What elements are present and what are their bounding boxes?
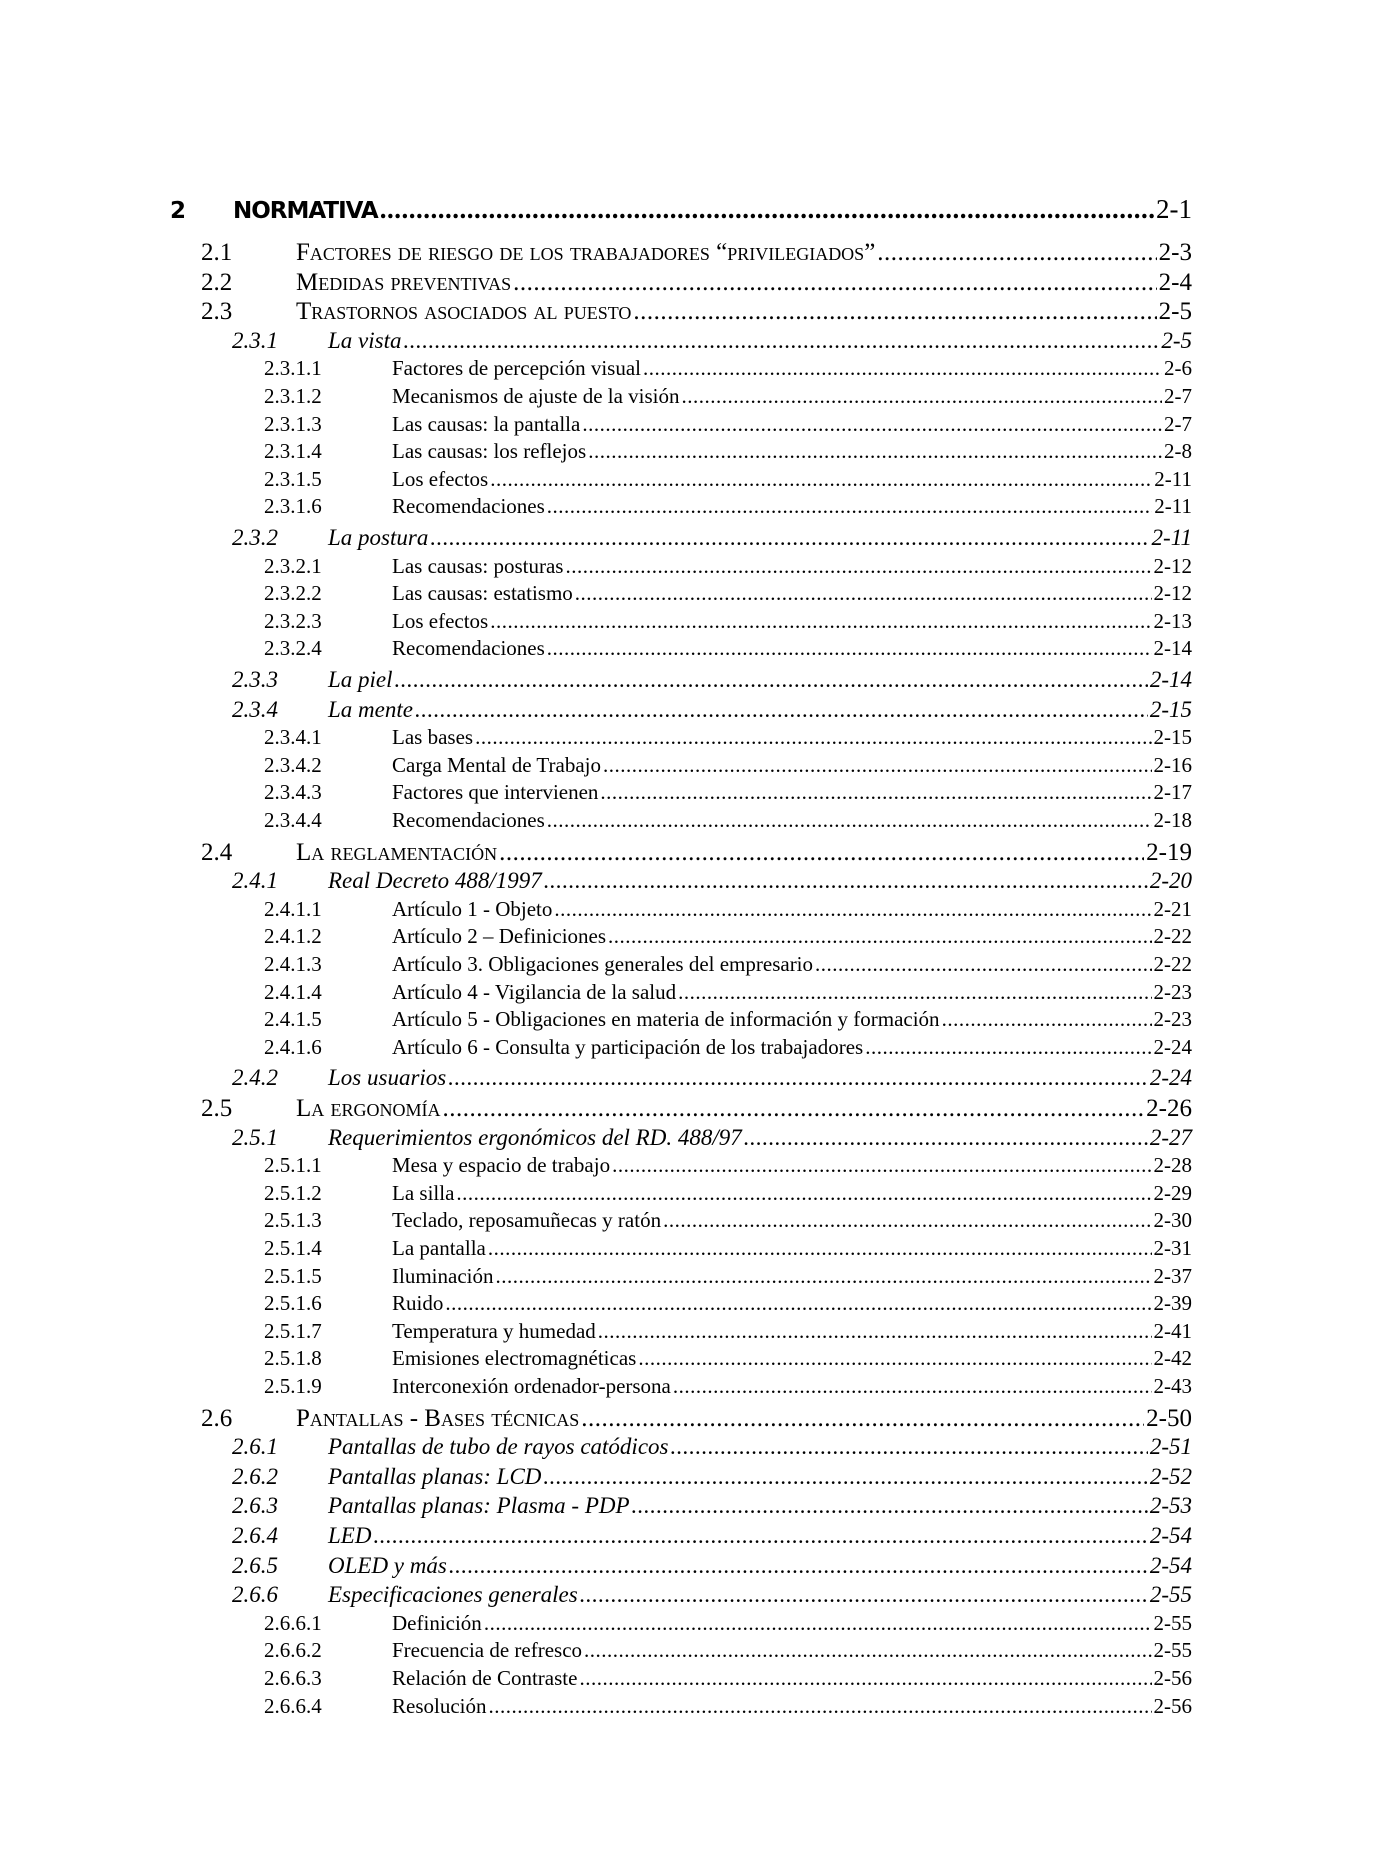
toc-entry-page: 2-37 xyxy=(1153,1263,1192,1288)
toc-entry-title: Artículo 5 - Obligaciones en materia de información y formación xyxy=(392,1007,940,1032)
toc-entry-title: Las causas: posturas xyxy=(392,553,564,578)
toc-leader-dots xyxy=(744,1126,1148,1149)
toc-entry-page: 2-41 xyxy=(1153,1318,1192,1343)
toc-entry-number: 2.6.5 xyxy=(232,1552,278,1578)
toc-entry-page: 2-23 xyxy=(1153,979,1192,1004)
toc-entry-title: Pantallas planas: Plasma - PDP xyxy=(328,1493,630,1519)
toc-entry[interactable] xyxy=(264,1155,1192,1176)
toc-entry-title: Factores de percepción visual xyxy=(392,356,641,381)
toc-entry-title: Las causas: los reflejos xyxy=(392,439,587,464)
toc-entry-number: 2.4.1.6 xyxy=(264,1034,322,1059)
toc-entry-page: 2-54 xyxy=(1149,1552,1192,1578)
toc-entry[interactable] xyxy=(264,1610,1192,1635)
toc-entry-title: Carga Mental de Trabajo xyxy=(392,752,601,777)
toc-entry[interactable] xyxy=(264,752,1192,777)
toc-entry-page: 2-16 xyxy=(1153,752,1192,777)
toc-leader-dots xyxy=(445,1293,1151,1314)
toc-entry-number: 2.3.1.1 xyxy=(264,356,322,381)
toc-entry-page: 2-55 xyxy=(1153,1610,1192,1635)
toc-entry-title: LED xyxy=(328,1523,372,1548)
toc-entry-title: La mente xyxy=(328,696,413,722)
toc-entry[interactable] xyxy=(264,1693,1192,1718)
toc-entry-page: 2-23 xyxy=(1153,1007,1192,1032)
toc-entry-number: 2.5.1.2 xyxy=(264,1180,322,1205)
toc-entry-title: La postura xyxy=(328,525,429,550)
toc-entry-title: OLED y más xyxy=(328,1552,447,1578)
toc-entry-page: 2-21 xyxy=(1153,896,1192,921)
toc-entry-title: Mesa y espacio de trabajo xyxy=(392,1153,611,1178)
toc-entry-number: 2.3.2 xyxy=(232,525,278,550)
toc-entry[interactable] xyxy=(264,1293,1192,1314)
toc-entry-number: 2.3.4.1 xyxy=(264,725,322,750)
toc-entry-title: Definición xyxy=(392,1610,482,1635)
toc-entry-number: 2.3.2.1 xyxy=(264,553,322,578)
toc-entry-page: 2-31 xyxy=(1153,1236,1192,1260)
toc-entry-number: 2.6.6.3 xyxy=(264,1666,322,1690)
toc-leader-dots xyxy=(643,358,1162,379)
toc-entry[interactable] xyxy=(264,441,1192,462)
toc-entry-page: 2-6 xyxy=(1164,356,1192,381)
toc-entry[interactable] xyxy=(201,299,1192,324)
toc-leader-dots xyxy=(815,954,1151,975)
toc-leader-dots xyxy=(663,1210,1151,1231)
toc-leader-dots xyxy=(430,526,1149,549)
toc-entry-title: La piel xyxy=(328,667,393,692)
toc-leader-dots xyxy=(671,1435,1148,1458)
toc-entry-title: Temperatura y humedad xyxy=(392,1318,596,1343)
toc-leader-dots xyxy=(942,1009,1152,1030)
toc-leader-dots xyxy=(403,329,1159,352)
toc-entry[interactable] xyxy=(264,1034,1192,1059)
toc-entry[interactable] xyxy=(232,1583,1192,1606)
toc-entry-number: 2.3.2.2 xyxy=(264,581,322,606)
toc-leader-dots xyxy=(490,469,1152,490)
toc-entry-title: Los efectos xyxy=(392,608,489,633)
toc-leader-dots xyxy=(565,556,1151,577)
toc-entry[interactable] xyxy=(264,1668,1192,1689)
toc-leader-dots xyxy=(547,638,1152,659)
toc-entry-number: 2.5.1.6 xyxy=(264,1291,322,1316)
toc-entry[interactable] xyxy=(264,358,1192,379)
toc-entry-page: 2-50 xyxy=(1146,1404,1192,1432)
toc-entry[interactable] xyxy=(264,979,1192,1004)
toc-entry-page: 2-3 xyxy=(1158,239,1192,266)
toc-entry-title: La vista xyxy=(328,327,402,353)
toc-leader-dots xyxy=(456,1183,1151,1204)
toc-entry-number: 2.5.1.7 xyxy=(264,1318,322,1343)
toc-entry-number: 2 xyxy=(170,198,187,224)
toc-leader-dots xyxy=(475,727,1151,748)
toc-entry-number: 2.5 xyxy=(201,1095,233,1122)
toc-entry-title: Mecanismos de ajuste de la visión xyxy=(392,384,680,408)
toc-leader-dots xyxy=(415,698,1148,721)
toc-entry[interactable] xyxy=(232,1126,1192,1149)
toc-entry-number: 2.1 xyxy=(201,239,233,266)
toc-entry-number: 2.2 xyxy=(201,268,233,296)
toc-leader-dots xyxy=(380,196,1154,223)
toc-leader-dots xyxy=(678,982,1151,1003)
toc-entry-number: 2.3.1.6 xyxy=(264,494,322,519)
toc-entry-page: 2-27 xyxy=(1149,1124,1192,1150)
toc-leader-dots xyxy=(443,1096,1145,1121)
toc-entry-number: 2.4.1 xyxy=(232,868,278,894)
toc-leader-dots xyxy=(579,1668,1151,1689)
toc-leader-dots xyxy=(544,869,1148,892)
toc-entry-page: 2-14 xyxy=(1149,667,1192,692)
toc-entry[interactable] xyxy=(232,1066,1192,1089)
toc-entry[interactable] xyxy=(170,196,1192,223)
toc-entry[interactable] xyxy=(264,386,1192,407)
toc-entry[interactable] xyxy=(264,638,1192,659)
toc-leader-dots xyxy=(673,1376,1152,1397)
toc-leader-dots xyxy=(395,668,1148,691)
toc-entry-number: 2.4.1.5 xyxy=(264,1007,322,1032)
toc-entry-number: 2.5.1.5 xyxy=(264,1263,322,1288)
toc-entry-page: 2-19 xyxy=(1146,838,1192,866)
toc-entry-title: Las bases xyxy=(392,725,474,750)
toc-entry-page: 2-20 xyxy=(1149,868,1192,894)
toc-entry-number: 2.6 xyxy=(201,1404,233,1432)
toc-entry-number: 2.6.6.1 xyxy=(264,1610,322,1635)
toc-leader-dots xyxy=(448,1066,1148,1089)
toc-leader-dots xyxy=(582,414,1162,435)
toc-leader-dots xyxy=(373,1524,1147,1547)
toc-entry-page: 2-4 xyxy=(1158,268,1192,296)
toc-entry-number: 2.3.1.5 xyxy=(264,466,322,491)
toc-entry-number: 2.6.4 xyxy=(232,1523,278,1548)
toc-entry-number: 2.5.1.4 xyxy=(264,1236,322,1260)
toc-entry[interactable] xyxy=(201,240,1192,265)
toc-entry-number: 2.3.4 xyxy=(232,696,278,722)
toc-entry-title: Resolución xyxy=(392,1693,487,1718)
toc-entry[interactable] xyxy=(232,1465,1192,1488)
toc-entry-number: 2.5.1.9 xyxy=(264,1374,322,1398)
toc-entry-title: Requerimientos ergonómicos del RD. 488/97 xyxy=(328,1124,742,1150)
toc-leader-dots xyxy=(633,299,1156,324)
toc-entry-title: Especificaciones generales xyxy=(328,1582,578,1608)
toc-entry-number: 2.6.6.4 xyxy=(264,1693,322,1718)
toc-leader-dots xyxy=(638,1348,1151,1369)
toc-leader-dots xyxy=(865,1037,1151,1058)
toc-entry-page: 2-11 xyxy=(1154,494,1192,519)
toc-entry[interactable] xyxy=(264,608,1192,633)
toc-entry-number: 2.4.2 xyxy=(232,1065,278,1091)
toc-entry[interactable] xyxy=(232,698,1192,721)
toc-entry-page: 2-11 xyxy=(1154,466,1192,491)
toc-entry-title: La pantalla xyxy=(392,1236,486,1260)
toc-entry-number: 2.4.1.1 xyxy=(264,896,322,921)
toc-entry-number: 2.3.1.4 xyxy=(264,439,322,464)
toc-entry-number: 2.3 xyxy=(201,298,233,326)
toc-entry-number: 2.4.1.3 xyxy=(264,952,322,976)
toc-leader-dots xyxy=(598,1321,1152,1342)
toc-leader-dots xyxy=(581,1406,1144,1431)
toc-entry[interactable] xyxy=(264,496,1192,517)
toc-entry-title: Iluminación xyxy=(392,1263,494,1288)
toc-entry-title: Recomendaciones xyxy=(392,808,545,832)
toc-entry-page: 2-8 xyxy=(1164,439,1192,464)
toc-leader-dots xyxy=(499,840,1144,865)
toc-entry[interactable] xyxy=(232,526,1192,549)
toc-entry-page: 2-12 xyxy=(1153,553,1192,578)
toc-entry-title: Teclado, reposamuñecas y ratón xyxy=(392,1208,662,1233)
toc-entry-title: Interconexión ordenador-persona xyxy=(392,1374,671,1398)
toc-entry-number: 2.3.3 xyxy=(232,667,278,692)
toc-entry[interactable] xyxy=(232,329,1192,352)
toc-entry-title: Los usuarios xyxy=(328,1065,447,1091)
toc-entry[interactable] xyxy=(264,896,1192,921)
toc-entry-title: Artículo 3. Obligaciones generales del empresario xyxy=(392,952,814,976)
toc-entry-page: 2-5 xyxy=(1158,298,1192,326)
toc-entry[interactable] xyxy=(232,1494,1192,1517)
toc-entry-page: 2-7 xyxy=(1164,384,1192,408)
toc-entry-page: 2-55 xyxy=(1153,1638,1192,1663)
toc-entry-page: 2-56 xyxy=(1153,1693,1192,1718)
toc-entry-page: 2-12 xyxy=(1153,581,1192,606)
toc-entry-title: La silla xyxy=(392,1180,455,1205)
toc-entry-title: Pantallas de tubo de rayos catódicos xyxy=(328,1434,669,1460)
toc-entry-title: La ergonomía xyxy=(296,1095,441,1122)
toc-entry-page: 2-29 xyxy=(1153,1180,1192,1205)
toc-entry-title: Recomendaciones xyxy=(392,636,545,661)
toc-entry-number: 2.3.2.4 xyxy=(264,636,322,661)
toc-entry-title: Artículo 6 - Consulta y participación de los trabajadores xyxy=(392,1034,864,1059)
toc-entry-title: Ruido xyxy=(392,1291,444,1316)
toc-leader-dots xyxy=(682,386,1162,407)
toc-entry-page: 2-17 xyxy=(1153,780,1192,805)
toc-entry-page: 2-11 xyxy=(1151,525,1192,550)
toc-entry-number: 2.6.1 xyxy=(232,1434,278,1460)
toc-entry-number: 2.5.1.8 xyxy=(264,1346,322,1371)
toc-entry-title: Frecuencia de refresco xyxy=(392,1638,583,1663)
toc-entry[interactable] xyxy=(264,1210,1192,1231)
toc-entry-number: 2.5.1.3 xyxy=(264,1208,322,1233)
toc-entry-number: 2.4.1.2 xyxy=(264,924,322,949)
toc-entry[interactable] xyxy=(264,583,1192,604)
toc-entry[interactable] xyxy=(264,727,1192,748)
toc-entry-page: 2-56 xyxy=(1153,1666,1192,1690)
toc-leader-dots xyxy=(877,240,1156,265)
toc-entry-title: Factores de riesgo de los trabajadores “privilegiados” xyxy=(296,239,876,266)
toc-entry-title: NORMATIVA xyxy=(233,198,378,224)
toc-leader-dots xyxy=(632,1494,1148,1517)
toc-entry-title: Emisiones electromagnéticas xyxy=(392,1346,637,1371)
toc-leader-dots xyxy=(449,1554,1148,1577)
toc-entry[interactable] xyxy=(232,869,1192,892)
toc-entry-page: 2-7 xyxy=(1164,411,1192,436)
toc-entry-title: Artículo 4 - Vigilancia de la salud xyxy=(392,979,677,1004)
toc-entry-page: 2-26 xyxy=(1146,1095,1192,1122)
toc-leader-dots xyxy=(547,810,1152,831)
toc-entry-title: Artículo 2 – Definiciones xyxy=(392,924,607,949)
toc-entry-page: 2-51 xyxy=(1149,1434,1192,1460)
toc-entry[interactable] xyxy=(232,1524,1192,1547)
toc-leader-dots xyxy=(489,1696,1152,1717)
toc-entry-title: La reglamentación xyxy=(296,838,498,866)
toc-entry-title: Pantallas - Bases técnicas xyxy=(296,1404,580,1432)
toc-entry-page: 2-13 xyxy=(1153,608,1192,633)
toc-entry-number: 2.3.4.2 xyxy=(264,752,322,777)
toc-leader-dots xyxy=(588,441,1162,462)
toc-leader-dots xyxy=(608,926,1151,947)
toc-entry-number: 2.6.3 xyxy=(232,1493,278,1519)
toc-leader-dots xyxy=(484,1613,1152,1634)
toc-entry-page: 2-52 xyxy=(1149,1463,1192,1489)
toc-leader-dots xyxy=(490,611,1151,632)
toc-entry[interactable] xyxy=(264,954,1192,975)
toc-leader-dots xyxy=(488,1238,1152,1259)
toc-leader-dots xyxy=(584,1640,1151,1661)
toc-leader-dots xyxy=(575,583,1152,604)
toc-entry-page: 2-43 xyxy=(1153,1374,1192,1398)
toc-leader-dots xyxy=(554,899,1151,920)
toc-entry[interactable] xyxy=(264,1318,1192,1343)
toc-entry[interactable] xyxy=(232,668,1192,691)
toc-entry-page: 2-15 xyxy=(1149,696,1192,722)
toc-entry[interactable] xyxy=(264,1640,1192,1661)
toc-entry-number: 2.5.1 xyxy=(232,1124,278,1150)
toc-entry-title: Factores que intervienen xyxy=(392,780,599,805)
toc-entry-title: Trastornos asociados al puesto xyxy=(296,298,632,326)
toc-entry[interactable] xyxy=(264,466,1192,491)
toc-entry[interactable] xyxy=(201,1096,1192,1121)
toc-entry-number: 2.3.1 xyxy=(232,327,278,353)
toc-entry[interactable] xyxy=(264,926,1192,947)
toc-entry-title: Relación de Contraste xyxy=(392,1666,578,1690)
toc-entry-title: Las causas: la pantalla xyxy=(392,411,581,436)
toc-entry[interactable] xyxy=(264,1180,1192,1205)
toc-entry[interactable] xyxy=(264,782,1192,803)
toc-leader-dots xyxy=(580,1583,1148,1606)
toc-entry[interactable] xyxy=(264,1348,1192,1369)
toc-entry-page: 2-55 xyxy=(1149,1582,1192,1608)
toc-entry-number: 2.3.1.2 xyxy=(264,384,322,408)
toc-entry[interactable] xyxy=(264,1376,1192,1397)
toc-entry-page: 2-1 xyxy=(1156,194,1192,224)
toc-entry-title: Pantallas planas: LCD xyxy=(328,1463,542,1489)
toc-leader-dots xyxy=(547,496,1153,517)
toc-entry-title: Medidas preventivas xyxy=(296,268,512,296)
toc-entry-page: 2-5 xyxy=(1161,327,1192,353)
toc-entry-page: 2-22 xyxy=(1153,924,1192,949)
toc-entry-number: 2.6.6 xyxy=(232,1582,278,1608)
toc-entry-page: 2-42 xyxy=(1153,1346,1192,1371)
toc-entry-page: 2-22 xyxy=(1153,952,1192,976)
toc-entry[interactable] xyxy=(201,840,1192,865)
toc-entry-page: 2-30 xyxy=(1153,1208,1192,1233)
toc-entry[interactable] xyxy=(232,1554,1192,1577)
toc-entry-page: 2-18 xyxy=(1153,808,1192,832)
toc-entry-title: Recomendaciones xyxy=(392,494,545,519)
toc-entry[interactable] xyxy=(264,553,1192,578)
toc-entry-number: 2.4 xyxy=(201,838,233,866)
toc-entry[interactable] xyxy=(264,1238,1192,1259)
toc-entry[interactable] xyxy=(264,1263,1192,1288)
toc-entry-number: 2.6.2 xyxy=(232,1463,278,1489)
toc-entry-page: 2-28 xyxy=(1153,1153,1192,1178)
toc-entry-page: 2-39 xyxy=(1153,1291,1192,1316)
toc-entry[interactable] xyxy=(264,810,1192,831)
toc-entry-page: 2-24 xyxy=(1153,1034,1192,1059)
toc-entry[interactable] xyxy=(201,1406,1192,1431)
toc-entry[interactable] xyxy=(264,411,1192,436)
toc-entry-number: 2.4.1.4 xyxy=(264,979,322,1004)
toc-entry-number: 2.3.4.4 xyxy=(264,808,322,832)
toc-entry-page: 2-24 xyxy=(1149,1065,1192,1091)
toc-leader-dots xyxy=(543,1465,1147,1488)
toc-entry-number: 2.6.6.2 xyxy=(264,1638,322,1663)
toc-entry-title: Real Decreto 488/1997 xyxy=(328,868,542,894)
toc-entry[interactable] xyxy=(232,1435,1192,1458)
toc-leader-dots xyxy=(603,755,1152,776)
toc-leader-dots xyxy=(513,270,1157,295)
toc-entry[interactable] xyxy=(264,1009,1192,1030)
toc-entry-number: 2.3.4.3 xyxy=(264,780,322,805)
toc-entry-title: Artículo 1 - Objeto xyxy=(392,896,553,921)
toc-entry-page: 2-14 xyxy=(1153,636,1192,661)
toc-entry-title: Los efectos xyxy=(392,466,489,491)
toc-entry-page: 2-15 xyxy=(1153,725,1192,750)
toc-entry-number: 2.3.1.3 xyxy=(264,411,322,436)
toc-entry-page: 2-53 xyxy=(1149,1493,1192,1519)
toc-entry-number: 2.5.1.1 xyxy=(264,1153,322,1178)
toc-entry-number: 2.3.2.3 xyxy=(264,608,322,633)
toc-leader-dots xyxy=(600,782,1151,803)
toc-entry-page: 2-54 xyxy=(1149,1523,1192,1548)
toc-leader-dots xyxy=(495,1266,1151,1287)
toc-leader-dots xyxy=(612,1155,1151,1176)
toc-entry-title: Las causas: estatismo xyxy=(392,581,573,606)
toc-entry[interactable] xyxy=(201,270,1192,295)
